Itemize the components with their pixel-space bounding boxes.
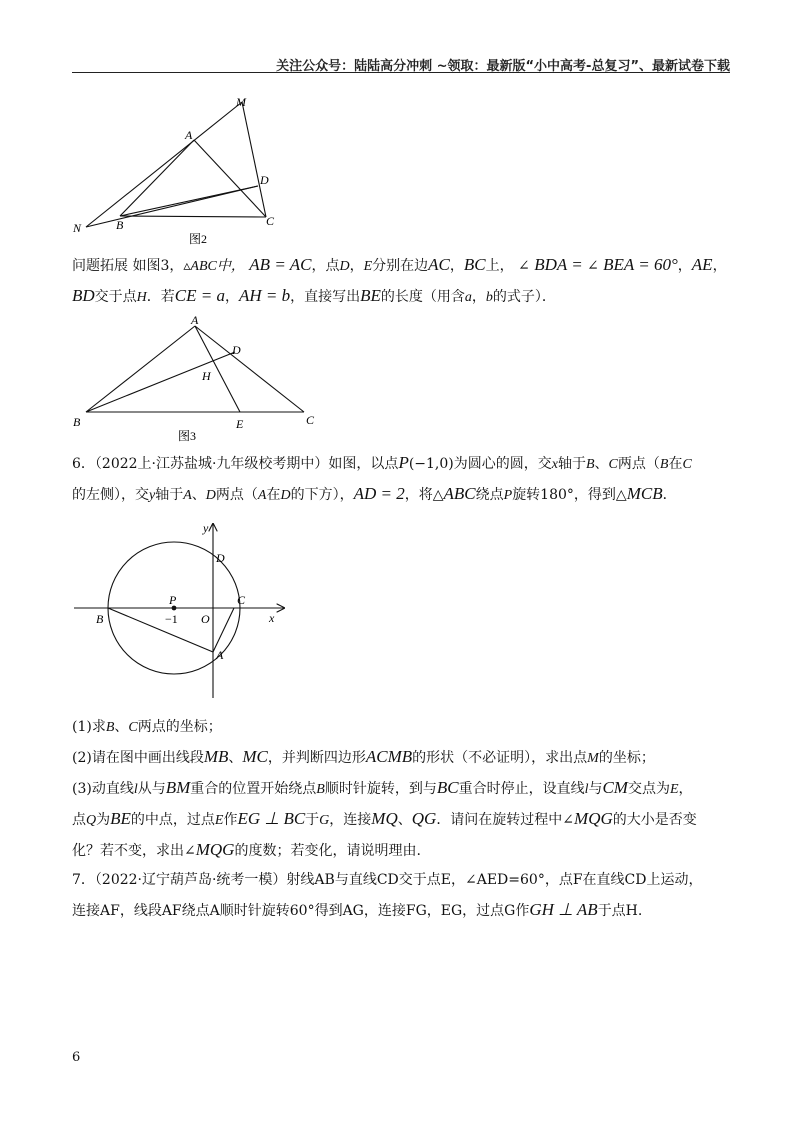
label-C: C [266,214,275,228]
page-header: 关注公众号：陆陆高分冲刺 ~领取：最新版“小中高考-总复习”、最新试卷下载 [276,59,730,74]
label-x: x [269,611,275,625]
label-E: E [236,417,244,431]
figure-2 [70,92,290,252]
problem-extension [72,250,730,312]
problem-extension-line-2: BD交于点H．若CE = a，AH = b，直接写出BE的长度（用含a，b的式子）． [72,286,556,305]
label-D: D [216,551,225,565]
problem-6-line-1: 6．（2022上·江苏盐城·九年级校考期中）如图，以点P(−1,0)为圆心的圆，交x轴于B、C两点（B在C [72,453,692,472]
label-B: B [96,612,104,626]
header-rule [72,72,730,73]
figure-2-caption: 图2 [189,232,208,246]
triangle-symbol: ▵ [183,258,191,274]
question-3-line-2: 点Q为BE的中点，过点E作EG ⊥ BC于G，连接MQ、QG．请问在旋转过程中∠MQG的大小是否变 [72,809,697,828]
problem-extension-line-1: 问题拓展 如图3，▵ABC中， AB = AC，点D，E分别在边AC，BC上， ∠ BDA = ∠ BEA = 60°，AE， [72,255,727,274]
label-A: A [185,128,193,142]
label-B: B [73,415,81,429]
figure-3-caption: 图3 [178,429,197,443]
question-3-line-3: 化？若不变，求出∠MQG的度数；若变化，请说明理由. [72,840,421,859]
questions [72,713,730,866]
problem-7-line-2: 连接AF，线段AF绕点A顺时针旋转60°得到AG，连接FG，EG，过点G作GH ⊥ AB于点H. [72,900,643,919]
page-number: 6 [72,1050,81,1065]
label-H: H [202,369,211,383]
problem-6-line-2: 的左侧），交y轴于A、D两点（A在D的下方），AD = 2，将△ABC绕点P旋转180°，得到△MCB． [72,484,677,503]
label-C: C [237,593,246,607]
label-P: P [169,593,177,607]
label-D: D [260,173,269,187]
label-N: N [73,221,82,235]
question-2: (2)请在图中画出线段MB、MC，并判断四边形ACMB的形状（不必证明），求出点M的坐标； [72,747,655,766]
problem-6 [72,448,730,510]
label-B: B [116,218,124,232]
label-y: y [203,521,209,535]
label-C: C [306,413,315,427]
label-O: O [201,612,210,626]
figure-6-coordinate-plane [70,516,300,706]
problem-7-line-1: 7．（2022·辽宁葫芦岛·统考一模）射线AB与直线CD交于点E，∠AED=60°，点F在直线CD上运动， [72,872,703,888]
question-1: (1)求B、C两点的坐标； [72,719,222,735]
problem-7 [72,866,730,926]
label-M: M [236,95,246,109]
label-minus-1: −1 [165,612,178,626]
question-3-line-1: (3)动直线l从与BM重合的位置开始绕点B顺时针旋转，到与BC重合时停止，设直线l与CM交点为E， [72,778,693,797]
label-A: A [191,313,199,327]
label-A: A [216,648,224,662]
figure-3 [70,310,330,450]
label-D: D [232,343,241,357]
